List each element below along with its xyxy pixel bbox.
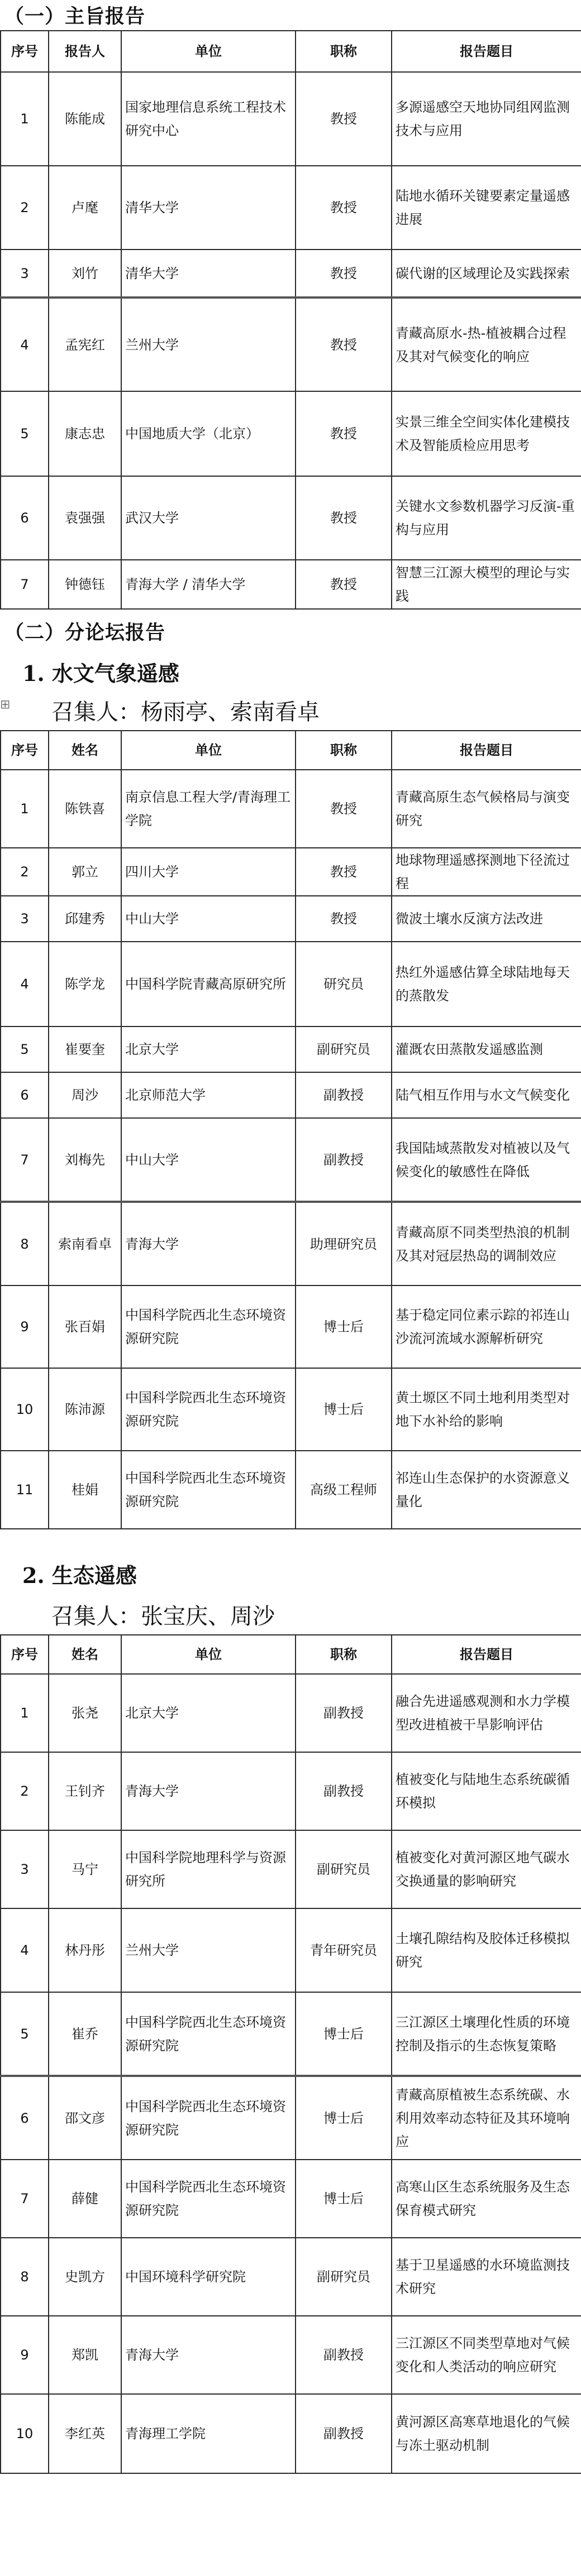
presenter-name: 林丹彤 bbox=[49, 1908, 121, 1992]
title-rank: 副研究员 bbox=[296, 2238, 392, 2316]
affiliation: 清华大学 bbox=[121, 250, 296, 298]
affiliation: 中国科学院西北生态环境资源研究院 bbox=[121, 2160, 296, 2238]
title-rank: 教授 bbox=[296, 770, 392, 848]
affiliation: 中国科学院青藏高原研究所 bbox=[121, 942, 296, 1026]
table-row bbox=[1, 1368, 581, 1451]
title-rank: 教授 bbox=[296, 560, 392, 609]
table-row bbox=[1, 72, 581, 166]
forum1-table bbox=[0, 730, 581, 1529]
presenter-name: 邵文彦 bbox=[49, 2076, 121, 2160]
title-rank: 博士后 bbox=[296, 1368, 392, 1451]
affiliation: 中国地质大学（北京） bbox=[121, 391, 296, 476]
row-number: 3 bbox=[1, 896, 49, 942]
row-number: 1 bbox=[1, 72, 49, 166]
table-row bbox=[1, 2394, 581, 2473]
affiliation: 中山大学 bbox=[121, 1118, 296, 1202]
title-rank: 博士后 bbox=[296, 1285, 392, 1368]
table-row bbox=[1, 1118, 581, 1202]
presenter-name: 张百娟 bbox=[49, 1285, 121, 1368]
column-header: 报告题目 bbox=[392, 731, 581, 770]
presenter-name: 邱建秀 bbox=[49, 896, 121, 942]
title-rank: 博士后 bbox=[296, 1992, 392, 2076]
column-header: 报告题目 bbox=[392, 31, 581, 72]
section1-heading: （一）主旨报告 bbox=[4, 5, 146, 28]
row-number: 7 bbox=[1, 2160, 49, 2238]
presenter-name: 钟德钰 bbox=[49, 560, 121, 609]
row-number: 2 bbox=[1, 1752, 49, 1830]
report-title: 青藏高原不同类型热浪的机制及其对冠层热岛的调制效应 bbox=[392, 1202, 581, 1285]
row-number: 1 bbox=[1, 1674, 49, 1752]
affiliation: 北京师范大学 bbox=[121, 1072, 296, 1118]
table-row bbox=[1, 1830, 581, 1908]
report-title: 灌溉农田蒸散发遥感监测 bbox=[392, 1026, 581, 1072]
title-rank: 博士后 bbox=[296, 2076, 392, 2160]
presenter-name: 桂娟 bbox=[49, 1451, 121, 1529]
table-row bbox=[1, 166, 581, 250]
report-title: 青藏高原生态气候格局与演变研究 bbox=[392, 770, 581, 848]
forum2-conveners: 召集人：张宝庆、周沙 bbox=[51, 1604, 275, 1629]
title-rank: 青年研究员 bbox=[296, 1908, 392, 1992]
row-number: 6 bbox=[1, 2076, 49, 2160]
row-number: 10 bbox=[1, 2394, 49, 2473]
affiliation: 中国科学院西北生态环境资源研究院 bbox=[121, 1285, 296, 1368]
report-title: 碳代谢的区域理论及实践探索 bbox=[392, 250, 581, 298]
row-number: 4 bbox=[1, 942, 49, 1026]
column-header: 序号 bbox=[1, 731, 49, 770]
table-row bbox=[1, 391, 581, 476]
row-number: 5 bbox=[1, 1026, 49, 1072]
presenter-name: 周沙 bbox=[49, 1072, 121, 1118]
affiliation: 中国科学院西北生态环境资源研究院 bbox=[121, 1992, 296, 2076]
report-title: 融合先进遥感观测和水力学模型改进植被干旱影响评估 bbox=[392, 1674, 581, 1752]
table-row bbox=[1, 1202, 581, 1285]
title-rank: 副教授 bbox=[296, 1752, 392, 1830]
column-header: 报告人 bbox=[49, 31, 121, 72]
row-number: 10 bbox=[1, 1368, 49, 1451]
column-header: 单位 bbox=[121, 731, 296, 770]
presenter-name: 陈学龙 bbox=[49, 942, 121, 1026]
table-row bbox=[1, 298, 581, 391]
report-title: 青藏高原植被生态系统碳、水利用效率动态特征及其环境响应 bbox=[392, 2076, 581, 2160]
report-title: 地球物理遥感探测地下径流过程 bbox=[392, 848, 581, 896]
presenter-name: 史凯方 bbox=[49, 2238, 121, 2316]
affiliation: 北京大学 bbox=[121, 1674, 296, 1752]
title-rank: 副研究员 bbox=[296, 1830, 392, 1908]
forum1-conveners: 召集人：杨雨亭、索南看卓 bbox=[51, 699, 320, 725]
report-title: 青藏高原水-热-植被耦合过程及其对气候变化的响应 bbox=[392, 298, 581, 391]
report-title: 祁连山生态保护的水资源意义量化 bbox=[392, 1451, 581, 1529]
row-number: 3 bbox=[1, 250, 49, 298]
row-number: 11 bbox=[1, 1451, 49, 1529]
report-title: 陆气相互作用与水文气候变化 bbox=[392, 1072, 581, 1118]
affiliation: 中国科学院西北生态环境资源研究院 bbox=[121, 1368, 296, 1451]
affiliation: 青海理工学院 bbox=[121, 2394, 296, 2473]
report-title: 高寒山区生态系统服务及生态保育模式研究 bbox=[392, 2160, 581, 2238]
table-row bbox=[1, 2160, 581, 2238]
presenter-name: 孟宪红 bbox=[49, 298, 121, 391]
row-number: 3 bbox=[1, 1830, 49, 1908]
title-rank: 研究员 bbox=[296, 942, 392, 1026]
table-row bbox=[1, 560, 581, 609]
presenter-name: 陈沛源 bbox=[49, 1368, 121, 1451]
table-row bbox=[1, 1451, 581, 1529]
table-row bbox=[1, 476, 581, 560]
affiliation: 北京大学 bbox=[121, 1026, 296, 1072]
affiliation: 四川大学 bbox=[121, 848, 296, 896]
report-title: 微波土壤水反演方法改进 bbox=[392, 896, 581, 942]
title-rank: 教授 bbox=[296, 896, 392, 942]
presenter-name: 袁强强 bbox=[49, 476, 121, 560]
report-title: 我国陆域蒸散发对植被以及气候变化的敏感性在降低 bbox=[392, 1118, 581, 1202]
row-number: 6 bbox=[1, 476, 49, 560]
report-title: 陆地水循环关键要素定量遥感进展 bbox=[392, 166, 581, 250]
table-header-row bbox=[1, 1635, 581, 1674]
report-title: 实景三维全空间实体化建模技术及智能质检应用思考 bbox=[392, 391, 581, 476]
presenter-name: 王钊齐 bbox=[49, 1752, 121, 1830]
title-rank: 教授 bbox=[296, 476, 392, 560]
report-title: 基于卫星遥感的水环境监测技术研究 bbox=[392, 2238, 581, 2316]
row-number: 1 bbox=[1, 770, 49, 848]
keynote-table bbox=[0, 30, 581, 610]
presenter-name: 陈能成 bbox=[49, 72, 121, 166]
presenter-name: 薛健 bbox=[49, 2160, 121, 2238]
column-header: 职称 bbox=[296, 731, 392, 770]
table-row bbox=[1, 770, 581, 848]
title-rank: 教授 bbox=[296, 72, 392, 166]
table-row bbox=[1, 1674, 581, 1752]
affiliation: 武汉大学 bbox=[121, 476, 296, 560]
presenter-name: 康志忠 bbox=[49, 391, 121, 476]
report-title: 关键水文参数机器学习反演-重构与应用 bbox=[392, 476, 581, 560]
title-rank: 高级工程师 bbox=[296, 1451, 392, 1529]
row-number: 2 bbox=[1, 166, 49, 250]
report-title: 多源遥感空天地协同组网监测技术与应用 bbox=[392, 72, 581, 166]
table-row bbox=[1, 2238, 581, 2316]
table-row bbox=[1, 2316, 581, 2394]
affiliation: 国家地理信息系统工程技术研究中心 bbox=[121, 72, 296, 166]
title-rank: 副教授 bbox=[296, 1118, 392, 1202]
title-rank: 副教授 bbox=[296, 2316, 392, 2394]
affiliation: 中国环境科学研究院 bbox=[121, 2238, 296, 2316]
presenter-name: 郑凯 bbox=[49, 2316, 121, 2394]
row-number: 2 bbox=[1, 848, 49, 896]
presenter-name: 卢麾 bbox=[49, 166, 121, 250]
row-number: 9 bbox=[1, 1285, 49, 1368]
title-rank: 教授 bbox=[296, 250, 392, 298]
row-number: 5 bbox=[1, 1992, 49, 2076]
affiliation: 中国科学院西北生态环境资源研究院 bbox=[121, 1451, 296, 1529]
forum2-table bbox=[0, 1634, 581, 2474]
row-number: 6 bbox=[1, 1072, 49, 1118]
table-row bbox=[1, 1752, 581, 1830]
affiliation: 青海大学 / 清华大学 bbox=[121, 560, 296, 609]
report-title: 黄河源区高寒草地退化的气候与冻土驱动机制 bbox=[392, 2394, 581, 2473]
forum1-title: 1. 水文气象遥感 bbox=[22, 661, 179, 686]
report-title: 黄土塬区不同土地利用类型对地下水补给的影响 bbox=[392, 1368, 581, 1451]
column-header: 姓名 bbox=[49, 731, 121, 770]
column-header: 职称 bbox=[296, 31, 392, 72]
affiliation: 兰州大学 bbox=[121, 298, 296, 391]
row-number: 7 bbox=[1, 560, 49, 609]
presenter-name: 马宁 bbox=[49, 1830, 121, 1908]
title-rank: 教授 bbox=[296, 298, 392, 391]
table-row bbox=[1, 1992, 581, 2076]
affiliation: 兰州大学 bbox=[121, 1908, 296, 1992]
table-row bbox=[1, 1026, 581, 1072]
presenter-name: 郭立 bbox=[49, 848, 121, 896]
report-title: 土壤孔隙结构及胶体迁移模拟研究 bbox=[392, 1908, 581, 1992]
affiliation: 中国科学院地理科学与资源研究所 bbox=[121, 1830, 296, 1908]
presenter-name: 陈铁喜 bbox=[49, 770, 121, 848]
title-rank: 教授 bbox=[296, 166, 392, 250]
row-number: 8 bbox=[1, 2238, 49, 2316]
title-rank: 教授 bbox=[296, 391, 392, 476]
row-number: 9 bbox=[1, 2316, 49, 2394]
table-row bbox=[1, 1072, 581, 1118]
affiliation: 青海大学 bbox=[121, 1752, 296, 1830]
column-header: 序号 bbox=[1, 1635, 49, 1674]
title-rank: 副教授 bbox=[296, 2394, 392, 2473]
affiliation: 青海大学 bbox=[121, 1202, 296, 1285]
report-title: 植被变化对黄河源区地气碳水交换通量的影响研究 bbox=[392, 1830, 581, 1908]
column-header: 姓名 bbox=[49, 1635, 121, 1674]
affiliation: 清华大学 bbox=[121, 166, 296, 250]
table-row bbox=[1, 2076, 581, 2160]
title-rank: 副教授 bbox=[296, 1674, 392, 1752]
report-title: 三江源区土壤理化性质的环境控制及指示的生态恢复策略 bbox=[392, 1992, 581, 2076]
table-row bbox=[1, 942, 581, 1026]
forum2-title: 2. 生态遥感 bbox=[22, 1563, 137, 1588]
table-row bbox=[1, 1285, 581, 1368]
report-title: 三江源区不同类型草地对气候变化和人类活动的响应研究 bbox=[392, 2316, 581, 2394]
row-number: 8 bbox=[1, 1202, 49, 1285]
title-rank: 副研究员 bbox=[296, 1026, 392, 1072]
report-title: 智慧三江源大模型的理论与实践 bbox=[392, 560, 581, 609]
title-rank: 助理研究员 bbox=[296, 1202, 392, 1285]
table-header-row bbox=[1, 731, 581, 770]
table-header-row bbox=[1, 31, 581, 72]
section2-heading: （二）分论坛报告 bbox=[4, 621, 166, 644]
affiliation: 南京信息工程大学/青海理工学院 bbox=[121, 770, 296, 848]
presenter-name: 刘梅先 bbox=[49, 1118, 121, 1202]
presenter-name: 刘竹 bbox=[49, 250, 121, 298]
title-rank: 副教授 bbox=[296, 1072, 392, 1118]
table-row bbox=[1, 896, 581, 942]
presenter-name: 崔要奎 bbox=[49, 1026, 121, 1072]
affiliation: 青海大学 bbox=[121, 2316, 296, 2394]
title-rank: 教授 bbox=[296, 848, 392, 896]
report-title: 基于稳定同位素示踪的祁连山沙流河流域水源解析研究 bbox=[392, 1285, 581, 1368]
column-header: 报告题目 bbox=[392, 1635, 581, 1674]
title-rank: 博士后 bbox=[296, 2160, 392, 2238]
row-number: 4 bbox=[1, 298, 49, 391]
table-row bbox=[1, 848, 581, 896]
column-header: 序号 bbox=[1, 31, 49, 72]
presenter-name: 索南看卓 bbox=[49, 1202, 121, 1285]
affiliation: 中国科学院西北生态环境资源研究院 bbox=[121, 2076, 296, 2160]
table-move-handle-icon[interactable]: ⊞ bbox=[0, 698, 11, 712]
affiliation: 中山大学 bbox=[121, 896, 296, 942]
presenter-name: 李红英 bbox=[49, 2394, 121, 2473]
report-title: 热红外遥感估算全球陆地每天的蒸散发 bbox=[392, 942, 581, 1026]
row-number: 4 bbox=[1, 1908, 49, 1992]
row-number: 7 bbox=[1, 1118, 49, 1202]
row-number: 5 bbox=[1, 391, 49, 476]
presenter-name: 崔乔 bbox=[49, 1992, 121, 2076]
column-header: 单位 bbox=[121, 1635, 296, 1674]
report-title: 植被变化与陆地生态系统碳循环模拟 bbox=[392, 1752, 581, 1830]
table-row bbox=[1, 1908, 581, 1992]
table-row bbox=[1, 250, 581, 298]
column-header: 单位 bbox=[121, 31, 296, 72]
presenter-name: 张尧 bbox=[49, 1674, 121, 1752]
column-header: 职称 bbox=[296, 1635, 392, 1674]
